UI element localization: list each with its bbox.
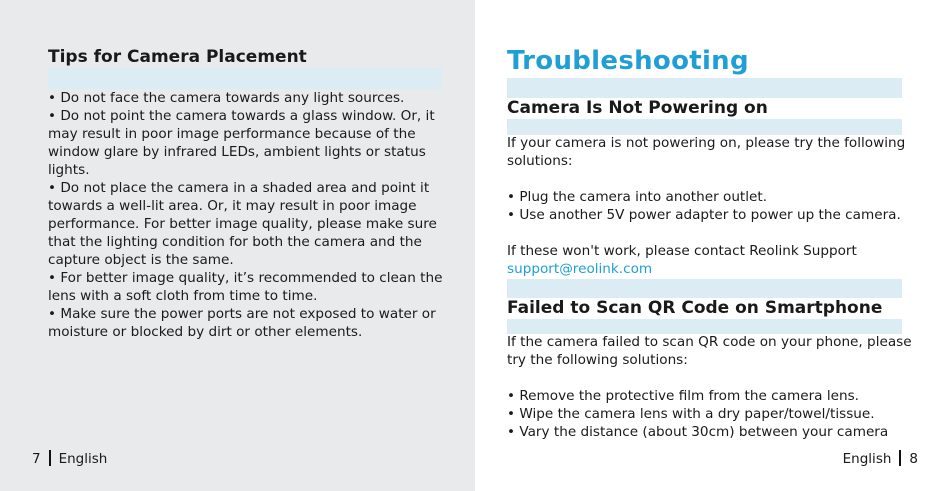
solution-item: • Remove the protective film from the camera lens. (507, 388, 859, 404)
tips-heading: Tips for Camera Placement (48, 47, 307, 67)
support-email-link[interactable]: support@reolink.com (507, 261, 653, 277)
power-solutions-list (507, 188, 912, 224)
footer-divider (49, 450, 51, 466)
page-footer-right (843, 450, 918, 467)
footer-language: English (842, 451, 892, 467)
footer-language: English (58, 451, 108, 467)
support-contact (507, 242, 912, 278)
page-title: Troubleshooting (507, 46, 749, 76)
title-highlight-band (507, 78, 902, 98)
solution-item: • Wipe the camera lens with a dry paper/towel/tissue. (507, 406, 875, 422)
page-number: 7 (32, 451, 41, 467)
contact-text: If these won't work, please contact Reolink Support (507, 243, 857, 259)
footer-divider (899, 450, 901, 466)
tip-item: • For better image quality, it’s recommended to clean the lens with a soft cloth from time to time. (48, 270, 443, 304)
tips-list (48, 89, 448, 341)
qr-intro (507, 333, 912, 369)
solution-item: • Plug the camera into another outlet. (507, 189, 768, 205)
heading-highlight-band (507, 279, 902, 298)
qr-solutions-list (507, 387, 912, 441)
page-footer-left (32, 450, 107, 467)
section-heading-power: Camera Is Not Powering on (507, 98, 768, 118)
intro-text: If the camera failed to scan QR code on your phone, please try the following solutions: (507, 334, 912, 368)
tip-item: • Make sure the power ports are not exposed to water or moisture or blocked by dirt or other elements. (48, 306, 436, 340)
tip-item: • Do not point the camera towards a glass window. Or, it may result in poor image performance because of the window glare by infrared LEDs, ambient lights or status lights. (48, 108, 435, 178)
power-intro (507, 134, 912, 170)
section-heading-qr: Failed to Scan QR Code on Smartphone (507, 298, 883, 318)
intro-text: If your camera is not powering on, please try the following solutions: (507, 135, 906, 169)
tip-item: • Do not face the camera towards any light sources. (48, 90, 405, 106)
heading-highlight-band (507, 319, 902, 334)
solution-item: • Vary the distance (about 30cm) between your camera (507, 424, 889, 440)
heading-highlight-band (507, 119, 902, 135)
heading-highlight-band (48, 68, 442, 89)
solution-item: • Use another 5V power adapter to power up the camera. (507, 207, 901, 223)
page-number: 8 (909, 451, 918, 467)
tip-item: • Do not place the camera in a shaded area and point it towards a well-lit area. Or, it may result in poor image performance. For better image quality, please make sure that the lighting condition for both the camera and the capture object is the same. (48, 180, 437, 268)
